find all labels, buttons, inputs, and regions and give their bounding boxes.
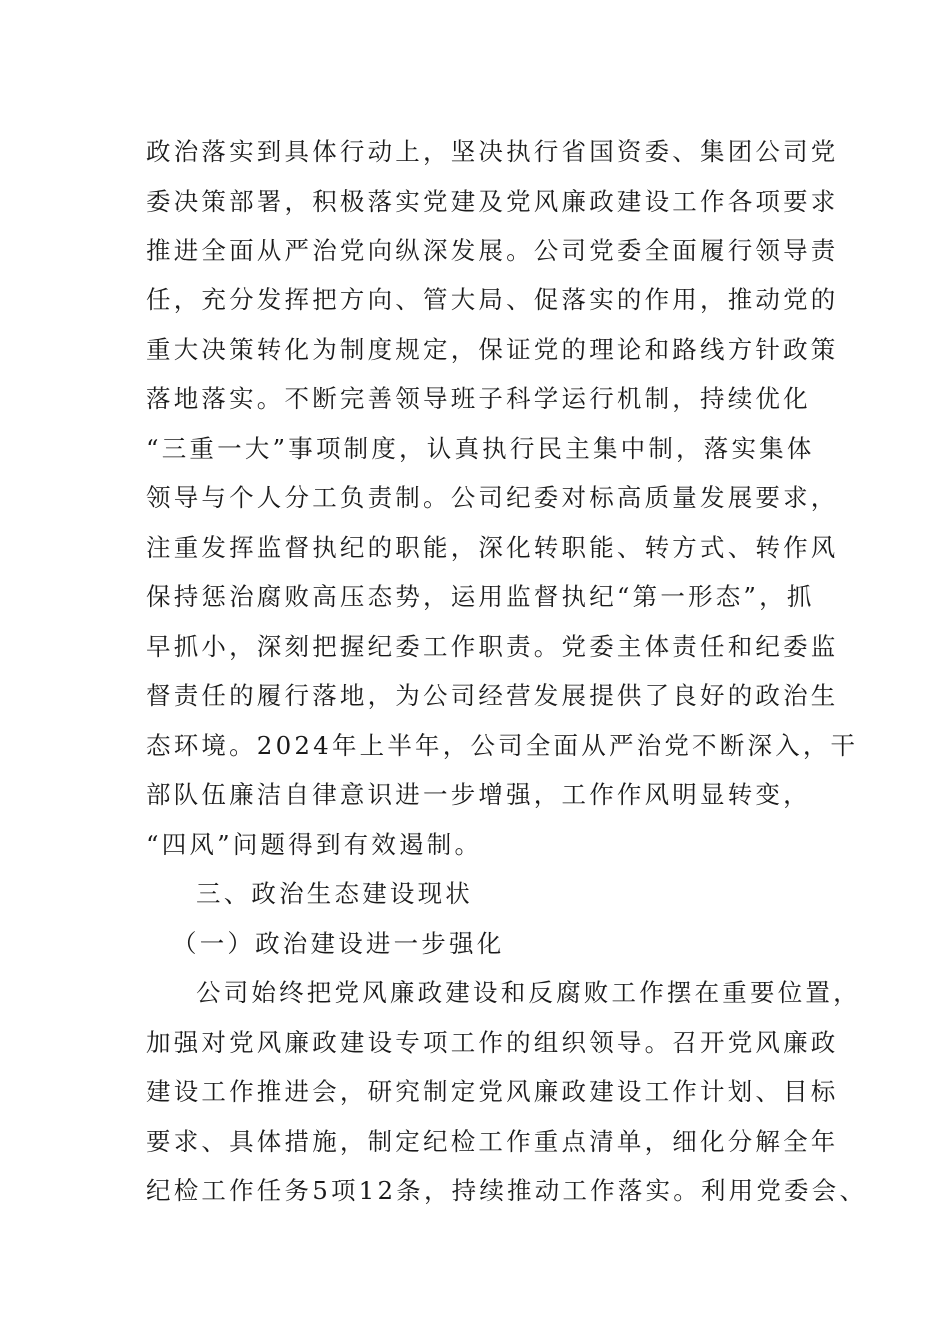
text-line-10: 保持惩治腐败高压态势，运用监督执纪“第一形态”，抓 — [146, 582, 815, 611]
paragraph2-line-5: 纪检工作任务5项12条，持续推动工作落实。利用党委会、 — [146, 1176, 868, 1205]
subsection-heading: （一）政治建设进一步强化 — [172, 929, 505, 958]
paragraph2-line-1: 公司始终把党风廉政建设和反腐败工作摆在重要位置， — [196, 978, 861, 1007]
paragraph2-line-2: 加强对党风廉政建设专项工作的组织领导。召开党风廉政 — [146, 1028, 839, 1057]
text-line-2: 委决策部署，积极落实党建及党风廉政建设工作各项要求 — [146, 187, 839, 216]
paragraph2-line-3: 建设工作推进会，研究制定党风廉政建设工作计划、目标 — [146, 1077, 839, 1106]
text-line-5: 重大决策转化为制度规定，保证党的理论和路线方针政策 — [146, 335, 839, 364]
text-line-12: 督责任的履行落地，为公司经营发展提供了良好的政治生 — [146, 681, 839, 710]
text-line-6: 落地落实。不断完善领导班子科学运行机制，持续优化 — [146, 384, 811, 413]
text-line-1: 政治落实到具体行动上，坚决执行省国资委、集团公司党 — [146, 137, 839, 166]
paragraph2-line-4: 要求、具体措施，制定纪检工作重点清单，细化分解全年 — [146, 1127, 839, 1156]
text-line-7: “三重一大”事项制度，认真执行民主集中制，落实集体 — [146, 434, 815, 463]
text-line-13: 态环境。2024年上半年，公司全面从严治党不断深入，干 — [146, 731, 859, 760]
text-line-9: 注重发挥监督执纪的职能，深化转职能、转方式、转作风 — [146, 533, 839, 562]
text-line-8: 领导与个人分工负责制。公司纪委对标高质量发展要求， — [146, 483, 839, 512]
text-line-11: 早抓小，深刻把握纪委工作职责。党委主体责任和纪委监 — [146, 632, 839, 661]
text-line-14: 部队伍廉洁自律意识进一步增强，工作作风明显转变， — [146, 780, 811, 809]
section-heading: 三、政治生态建设现状 — [196, 879, 473, 908]
text-line-4: 任，充分发挥把方向、管大局、促落实的作用，推动党的 — [146, 285, 839, 314]
text-line-15: “四风”问题得到有效遏制。 — [146, 830, 483, 859]
text-line-3: 推进全面从严治党向纵深发展。公司党委全面履行领导责 — [146, 236, 839, 265]
